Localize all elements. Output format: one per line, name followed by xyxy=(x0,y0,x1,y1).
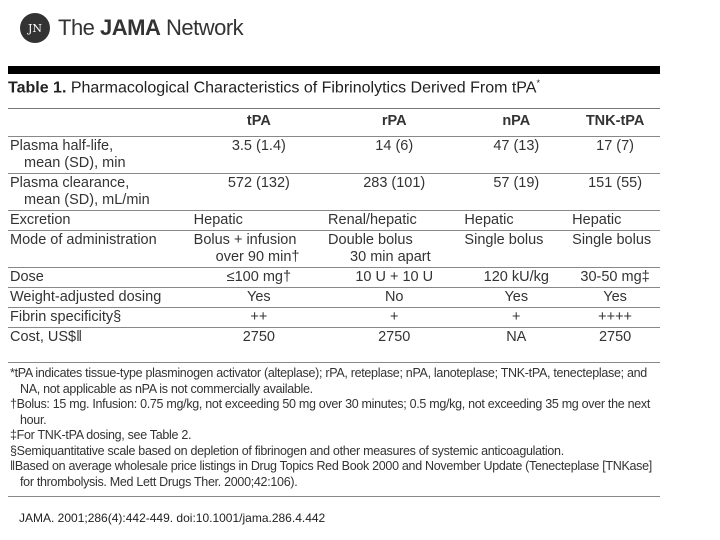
brand-prefix: The xyxy=(58,15,101,40)
table-cell xyxy=(462,174,570,211)
table-caption: Pharmacological Characteristics of Fibrinolytics Derived From tPA xyxy=(66,79,537,97)
row-label-text: Plasma clearance, xyxy=(10,175,130,191)
cell-line: Bolus + infusion xyxy=(193,232,297,248)
table-cell xyxy=(462,328,570,348)
pharmacology-table xyxy=(8,108,660,347)
table-cell xyxy=(192,231,326,268)
footnote: ‡For TNK-tPA dosing, see Table 2. xyxy=(10,428,192,442)
row-label xyxy=(8,308,192,328)
cell-line: 47 (13) xyxy=(493,138,540,154)
cell-line: 283 (101) xyxy=(363,175,426,191)
footnote: †Bolus: 15 mg. Infusion: 0.75 mg/kg, not exceeding 50 mg over 30 minutes; 0.5 mg/kg, not exceeding 35 mg over the next hour. xyxy=(10,397,650,427)
footnotes xyxy=(8,362,660,497)
table-cell xyxy=(462,288,570,308)
cell-line: Yes xyxy=(603,289,627,305)
row-label-text: Mode of administration xyxy=(10,232,157,248)
footnote-mark: * xyxy=(536,78,540,88)
cell-line: 14 (6) xyxy=(375,138,414,154)
table-cell xyxy=(326,211,462,231)
table-cell xyxy=(462,308,570,328)
table-cell xyxy=(326,174,462,211)
cell-line: 30 min apart xyxy=(350,249,431,265)
table-row xyxy=(8,308,660,328)
cell-line: Hepatic xyxy=(464,212,514,228)
column-header: rPA xyxy=(326,109,462,137)
column-header: TNK-tPA xyxy=(570,109,660,137)
table-row xyxy=(8,137,660,174)
table-cell xyxy=(326,137,462,174)
row-label-sub: mean (SD), mL/min xyxy=(24,192,150,208)
cell-line: 10 U + 10 U xyxy=(355,269,434,285)
logo-mark: JN xyxy=(20,13,50,43)
cell-line: 3.5 (1.4) xyxy=(231,138,286,154)
row-label xyxy=(8,137,192,174)
row-label-text: Excretion xyxy=(10,212,71,228)
footnote: ‖Based on average wholesale price listings in Drug Topics Red Book 2000 and November Update (Tenecteplase [TNKase] for thrombolysis. Med Lett Drugs Ther. 2000;42:106). xyxy=(10,459,652,489)
table-row xyxy=(8,174,660,211)
title-rule xyxy=(8,66,660,74)
row-label xyxy=(8,268,192,288)
cell-line: Single bolus xyxy=(464,232,544,248)
table-cell xyxy=(462,231,570,268)
table-cell xyxy=(326,288,462,308)
cell-line: ++ xyxy=(250,309,268,325)
row-label xyxy=(8,211,192,231)
table-cell xyxy=(192,137,326,174)
cell-line: NA xyxy=(506,329,527,345)
cell-line: 30-50 mg‡ xyxy=(580,269,650,285)
table-cell xyxy=(326,328,462,348)
row-label-text: Plasma half-life, xyxy=(10,138,114,154)
cell-line: 57 (19) xyxy=(493,175,540,191)
table-cell xyxy=(326,268,462,288)
footnote: §Semiquantitative scale based on depletion of fibrinogen and other measures of systemic anticoagulation. xyxy=(10,443,564,458)
column-header: tPA xyxy=(192,109,326,137)
table-cell xyxy=(570,328,660,348)
citation: JAMA. 2001;286(4):442-449. doi:10.1001/jama.286.4.442 xyxy=(19,511,326,525)
table-row xyxy=(8,268,660,288)
table-cell xyxy=(192,268,326,288)
table-row xyxy=(8,288,660,308)
table-cell xyxy=(570,174,660,211)
column-header xyxy=(8,109,192,137)
table-label: Table 1. xyxy=(8,79,67,97)
row-label-text: Cost, US$‖ xyxy=(10,329,83,345)
cell-line: 2750 xyxy=(598,329,632,345)
row-label xyxy=(8,288,192,308)
cell-line: over 90 min† xyxy=(215,249,300,265)
cell-line: Double bolus xyxy=(328,232,413,248)
table-cell xyxy=(570,268,660,288)
table-cell xyxy=(462,137,570,174)
cell-line: 151 (55) xyxy=(588,175,643,191)
cell-line: Yes xyxy=(504,289,529,305)
jama-network-logo xyxy=(20,13,243,43)
row-label xyxy=(8,174,192,211)
footnote: *tPA indicates tissue-type plasminogen activator (alteplase); rPA, reteplase; nPA, lanoteplase; TNK-tPA, tenecteplase; and NA, not applicable as nPA is not commercially available. xyxy=(10,366,647,396)
table-cell xyxy=(326,231,462,268)
cell-line: No xyxy=(384,289,404,305)
table-cell xyxy=(570,137,660,174)
cell-line: + xyxy=(512,309,521,325)
brand-bold: JAMA xyxy=(100,15,161,40)
table-cell xyxy=(570,288,660,308)
table-title xyxy=(8,78,540,97)
table-cell xyxy=(462,211,570,231)
cell-line: ++++ xyxy=(598,309,633,325)
row-label-text: Fibrin specificity§ xyxy=(10,309,122,325)
cell-line: Yes xyxy=(247,289,271,305)
cell-line: + xyxy=(390,309,399,325)
brand-name xyxy=(58,15,243,41)
cell-line: Single bolus xyxy=(572,232,652,248)
table-cell xyxy=(192,174,326,211)
table-cell xyxy=(570,308,660,328)
table-cell xyxy=(192,211,326,231)
row-label-sub: mean (SD), min xyxy=(24,155,126,171)
cell-line: 2750 xyxy=(378,329,411,345)
table-cell xyxy=(192,308,326,328)
cell-line: 572 (132) xyxy=(227,175,290,191)
table-cell xyxy=(570,231,660,268)
table-cell xyxy=(570,211,660,231)
table-row xyxy=(8,231,660,268)
cell-line: 17 (7) xyxy=(596,138,635,154)
table-cell xyxy=(326,308,462,328)
row-label xyxy=(8,231,192,268)
row-label-text: Weight-adjusted dosing xyxy=(10,289,162,305)
cell-line: 120 kU/kg xyxy=(483,269,549,285)
cell-line: Hepatic xyxy=(193,212,243,228)
cell-line: 2750 xyxy=(242,329,275,345)
table-cell xyxy=(462,268,570,288)
cell-line: ≤100 mg† xyxy=(226,269,292,285)
column-header: nPA xyxy=(462,109,570,137)
table-row xyxy=(8,211,660,231)
table-cell xyxy=(192,288,326,308)
table-row xyxy=(8,328,660,348)
row-label-text: Dose xyxy=(10,269,44,285)
table-cell xyxy=(192,328,326,348)
brand-suffix: Network xyxy=(160,15,244,40)
row-label xyxy=(8,328,192,348)
cell-line: Hepatic xyxy=(572,212,622,228)
cell-line: Renal/hepatic xyxy=(328,212,417,228)
